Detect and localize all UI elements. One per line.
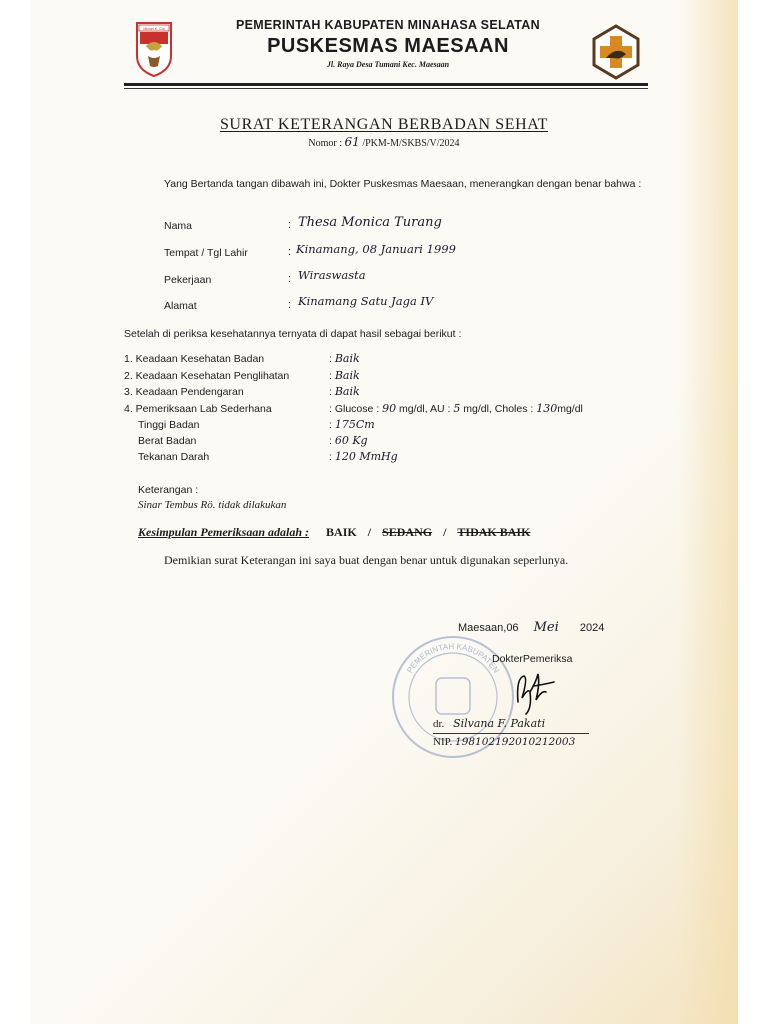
logo-left-text: Minsel K. Cla — [143, 27, 165, 31]
conclusion-option-sedang: SEDANG — [382, 525, 433, 539]
intro-paragraph: Yang Bertanda tangan dibawah ini, Dokter Puskesmas Maesaan, menerangkan dengan benar bahwa : — [164, 178, 642, 190]
field-label-nama: Nama — [164, 220, 193, 232]
exam-value-pendengaran: : Baik — [329, 385, 360, 398]
exam-label-berat: Berat Badan — [138, 435, 197, 447]
exam-value-penglihatan: : Baik — [329, 369, 360, 382]
colon: : — [288, 299, 292, 311]
field-label-alamat: Alamat — [164, 300, 197, 312]
conclusion-option-tidak-baik: TIDAK BAIK — [457, 525, 531, 539]
puskesmas-logo — [590, 24, 642, 80]
field-label-pekerjaan: Pekerjaan — [164, 274, 212, 286]
field-label-ttl: Tempat / Tgl Lahir — [164, 247, 248, 259]
header-rule-thin — [124, 88, 648, 89]
exam-value-lab: : Glucose : 90 mg/dl, AU : 5 mg/dl, Choles : 130mg/dl — [329, 402, 583, 415]
exam-label-badan: 1. Keadaan Kesehatan Badan — [124, 353, 265, 365]
stamp-text: PEMERINTAH KABUPATEN — [405, 641, 501, 675]
colon: : — [288, 246, 292, 258]
exam-label-tekanan: Tekanan Darah — [138, 451, 210, 463]
exam-value-tekanan: : 120 MmHg — [329, 450, 398, 463]
header-puskesmas: PUSKESMAS MAESAAN — [267, 35, 509, 57]
signature-date: Maesaan,06 Mei 2024 — [458, 620, 605, 635]
result-intro: Setelah di periksa kesehatannya ternyata di dapat hasil sebagai berikut : — [124, 328, 462, 340]
exam-label-pendengaran: 3. Keadaan Pendengaran — [124, 386, 244, 398]
conclusion-option-baik: BAIK — [326, 525, 357, 539]
exam-value-tinggi: : 175Cm — [329, 418, 375, 431]
nomor-suffix: /PKM-M/SKBS/V/2024 — [362, 138, 460, 149]
closing-paragraph: Demikian surat Keterangan ini saya buat dengan benar untuk digunakan seperlunya. — [164, 553, 569, 567]
conclusion: Kesimpulan Pemeriksaan adalah : BAIK / SEDANG / TIDAK BAIK — [138, 525, 531, 539]
keterangan-label: Keterangan : — [138, 484, 199, 496]
header-address: Jl. Raya Desa Tumani Kec. Maesaan — [326, 60, 450, 69]
keterangan-text: Sinar Tembus Rö. tidak dilakukan — [138, 499, 287, 511]
nomor-value: 61 — [344, 135, 360, 149]
signature-role: DokterPemeriksa — [492, 653, 573, 665]
conclusion-label: Kesimpulan Pemeriksaan adalah : — [138, 525, 310, 539]
document-number — [150, 135, 618, 149]
field-value-nama: Thesa Monica Turang — [298, 215, 442, 230]
lab-au: 5 — [453, 402, 461, 415]
header-government: PEMERINTAH KABUPATEN MINAHASA SELATAN — [236, 18, 540, 32]
field-value-alamat: Kinamang Satu Jaga IV — [298, 294, 434, 308]
document-paper — [30, 0, 738, 1024]
colon: : — [288, 273, 292, 285]
header-rule-thick — [124, 83, 648, 86]
colon: : — [288, 219, 292, 231]
exam-value-berat: : 60 Kg — [329, 434, 368, 447]
exam-label-penglihatan: 2. Keadaan Kesehatan Penglihatan — [124, 370, 290, 382]
doctor-nip: NIP. 198102192010212003 — [433, 736, 576, 748]
exam-label-tinggi: Tinggi Badan — [138, 419, 200, 431]
document-title: SURAT KETERANGAN BERBADAN SEHAT — [219, 116, 549, 133]
field-value-ttl: Kinamang, 08 Januari 1999 — [296, 242, 456, 256]
lab-glucose: 90 — [382, 402, 397, 415]
exam-label-lab: 4. Pemeriksaan Lab Sederhana — [124, 403, 272, 415]
doctor-name: dr. Silvana F. Pakati — [433, 717, 546, 730]
handwritten-signature — [506, 668, 566, 718]
nomor-label: Nomor : — [308, 138, 343, 149]
lab-choles: 130 — [536, 402, 558, 415]
signature-rule — [433, 733, 589, 734]
regency-shield-logo — [134, 20, 174, 78]
exam-value-badan: : Baik — [329, 352, 360, 365]
field-value-pekerjaan: Wiraswasta — [298, 268, 366, 282]
